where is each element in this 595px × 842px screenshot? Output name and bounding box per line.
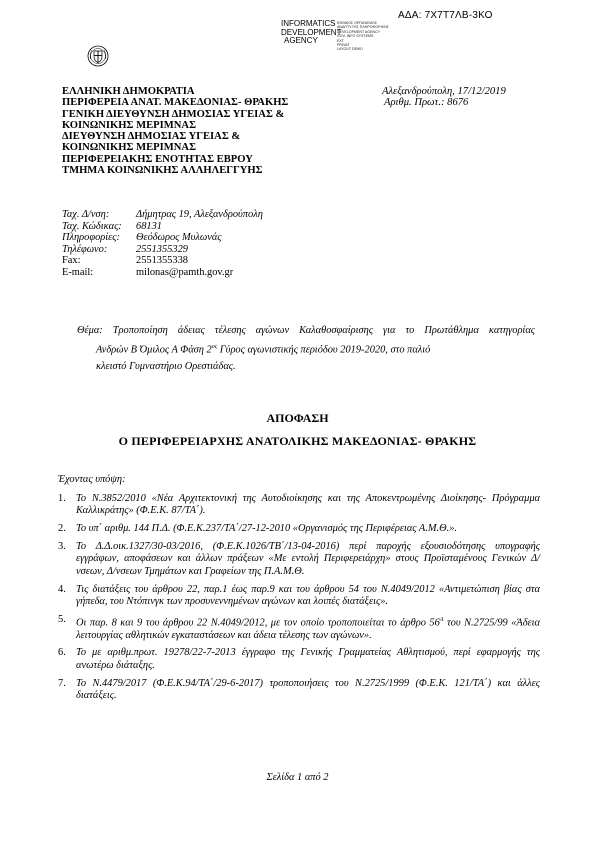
subject-paragraph <box>77 322 535 375</box>
contact-value: Δήμητρας 19, Αλεξανδρούπολη <box>136 209 263 220</box>
decision-authority: Ο ΠΕΡΙΦΕΡΕΙΑΡΧΗΣ ΑΝΑΤΟΛΙΚΗΣ ΜΑΚΕΔΟΝΙΑΣ- ΘΡΑΚΗΣ <box>118 434 477 448</box>
list-text-part: του Ν.2725/99 «Άδεια λειτουργίας αθλητικών εγκαταστάσεων και άδεια τέλεσης των αγώνων». <box>76 617 540 641</box>
header-line: ΚΟΙΝΩΝΙΚΗΣ ΜΕΡΙΜΝΑΣ <box>62 119 196 131</box>
list-number: 6. <box>58 647 66 659</box>
list-item <box>58 584 540 609</box>
list-item <box>58 678 540 703</box>
subject-text: Γύρος αγωνιστικής περιόδου 2019-2020, στο παλιό <box>217 344 431 356</box>
header-line: ΠΕΡΙΦΕΡΕΙΑΚΗΣ ΕΝΟΤΗΤΑΣ ΕΒΡΟΥ <box>62 153 253 165</box>
contact-label: Fax: <box>62 255 81 267</box>
list-superscript: Α <box>439 616 444 623</box>
contact-label: Πληροφορίες: <box>62 232 120 244</box>
list-number: 7. <box>58 677 66 689</box>
contact-label: E-mail: <box>62 266 94 278</box>
watermark-small-line: DEVELOPMENT AGENCY <box>337 29 381 34</box>
having-in-view-label: Έχοντας υπόψη: <box>58 474 126 485</box>
list-text: Το υπ΄ αριθμ. 144 Π.Δ. (Φ.Ε.Κ.237/ΤΑ΄/27-12-2010 «Οργανισμός της Περιφέρειας Α.Μ.Θ.». <box>76 523 458 535</box>
header-line: ΓΕΝΙΚΗ ΔΙΕΥΘΥΝΣΗ ΔΗΜΟΣΙΑΣ ΥΓΕΙΑΣ & <box>62 108 285 120</box>
list-text: Το με αριθμ.πρωτ. 19278/22-7-2013 έγγραφο της Γενικής Γραμματείας Αθλητισμού, περί εφαρμογής της ανωτέρω διάταξης. <box>76 647 540 671</box>
watermark-line: INFORMATICS <box>281 19 336 28</box>
contact-row-fax <box>62 255 263 267</box>
watermark-small-line: EXT <box>337 38 344 43</box>
list-item <box>58 647 540 672</box>
contact-value: 2551355338 <box>136 255 188 267</box>
list-item <box>58 541 540 578</box>
header-line: ΠΕΡΙΦΕΡΕΙΑ ΑΝΑΤ. ΜΑΚΕΔΟΝΙΑΣ- ΘΡΑΚΗΣ <box>62 97 289 109</box>
list-text: Το Ν.3852/2010 «Νέα Αρχιτεκτονική της Αυτοδιοίκησης και της Αποκεντρωμένης Διοίκησης- Πρόγραμμα Καλλικράτης» (Φ.Ε.Κ. 87/ΤΑ΄). <box>76 493 540 517</box>
list-text: Το Δ.Δ.οικ.1327/30-03/2016, (Φ.Ε.Κ.1026/ΤΒ΄/13-04-2016) περί παροχής εξουσιοδότησης υπογραφής εγγράφων, αποφάσεων και άλλων πράξεων «Με εντολή Περιφερειάρχη» στους Προϊσταμένους Γενικών Δ/νσεων, Δ/νσεων Τμημάτων και Γραφείων της Π.Α.Μ.Θ. <box>76 541 540 577</box>
issuer-header <box>62 86 288 176</box>
contact-label: Ταχ. Κώδικας: <box>62 220 122 232</box>
decision-title: ΑΠΟΦΑΣΗ <box>266 411 329 425</box>
list-item <box>58 614 540 642</box>
contact-row-info <box>62 232 263 244</box>
watermark-line: AGENCY <box>284 36 318 46</box>
header-line: ΕΛΛΗΝΙΚΗ ΔΗΜΟΚΡΑΤΙΑ <box>62 86 195 97</box>
header-line: ΔΙΕΥΘΥΝΣΗ ΔΗΜΟΣΙΑΣ ΥΓΕΙΑΣ & <box>62 131 241 143</box>
agency-watermark-small <box>337 21 389 52</box>
watermark-line: DEVELOPMENT <box>281 27 342 37</box>
list-number: 3. <box>58 541 66 553</box>
ada-code: ΑΔΑ: 7Χ7Τ7ΛΒ-3ΚΟ <box>398 10 493 21</box>
list-text-part: Οι παρ. 8 και 9 του άρθρου 22 Ν.4049/2012, με τον οποίο τροποποιείται το άρθρο 56 <box>76 617 440 629</box>
document-date: Αλεξανδρούπολη, 17/12/2019 <box>382 86 506 97</box>
watermark-small-line: ΕΘΝΙΚΟΣ ΟΡΓΑΝΙΣΜΟΣ <box>337 21 378 25</box>
contact-row-postcode <box>62 221 263 233</box>
list-number: 4. <box>58 583 66 595</box>
contact-value: 2551355329 <box>136 243 188 255</box>
date-protocol-block <box>382 86 506 109</box>
list-number: 1. <box>58 493 66 504</box>
contact-label: Ταχ. Δ/νση: <box>62 209 110 220</box>
header-line: ΤΜΗΜΑ ΚΟΙΝΩΝΙΚΗΣ ΑΛΛΗΛΕΓΓΥΗΣ <box>62 165 263 177</box>
subject-text: Ανδρών Β Όμιλος Α Φάση 2 <box>96 344 212 356</box>
watermark-small-line: GOV. INFO SYSTEMS <box>337 34 374 39</box>
contact-row-email <box>62 267 263 279</box>
agency-watermark <box>281 20 341 46</box>
subject-line: Θέμα: Τροποποίηση άδειας τέλεσης αγώνων Καλαθοσφαίρισης για το Πρωτάθλημα κατηγορίας <box>77 325 535 336</box>
contact-label: Τηλέφωνο: <box>62 243 108 255</box>
contact-row-address <box>62 209 263 221</box>
header-line: ΚΟΙΝΩΝΙΚΗΣ ΜΕΡΙΜΝΑΣ <box>62 142 196 154</box>
email-link[interactable]: milonas@pamth.gov.gr <box>136 266 234 278</box>
contact-row-phone <box>62 244 263 256</box>
subject-line: κλειστό Γυμναστήριο Ορεστιάδας. <box>96 361 236 373</box>
watermark-small-line: LAYOUT DEMO <box>337 47 363 52</box>
greek-emblem-icon <box>87 45 109 67</box>
list-text <box>76 614 540 642</box>
watermark-small-line: PRIVAT <box>337 43 350 48</box>
considerations-list <box>58 493 540 708</box>
list-item <box>58 523 540 535</box>
list-text: Τις διατάξεις του άρθρου 22, παρ.1 έως παρ.9 και του άρθρου 54 του Ν.4049/2012 «Αντιμετώπιση βίας στα γήπεδα, του Ντόπινγκ των προσυνεννημένων αγώνων και λοιπές διατάξεις». <box>76 583 540 607</box>
protocol-number: Αριθμ. Πρωτ.: 8676 <box>384 97 469 109</box>
list-item <box>58 493 540 518</box>
list-number: 2. <box>58 523 66 535</box>
subject-line <box>77 339 535 358</box>
list-number: 5. <box>58 613 66 625</box>
contact-value: 68131 <box>136 220 162 232</box>
watermark-small-line: ΑΝΑΠΤΥΞΗΣ ΠΛΗΡΟΦΟΡΙΚΗΣ <box>337 25 389 30</box>
contact-value: Θεόδωρος Μυλωνάς <box>136 232 222 244</box>
subject-superscript: ος <box>211 344 218 350</box>
page-number: Σελίδα 1 από 2 <box>266 772 329 783</box>
list-text: Το Ν.4479/2017 (Φ.Ε.Κ.94/ΤΑ΄/29-6-2017) τροποποιήσεις του Ν.2725/1999 (Φ.Ε.Κ. 121/ΤΑ΄) και άλλες διατάξεις. <box>76 677 540 701</box>
contact-details <box>62 209 263 279</box>
